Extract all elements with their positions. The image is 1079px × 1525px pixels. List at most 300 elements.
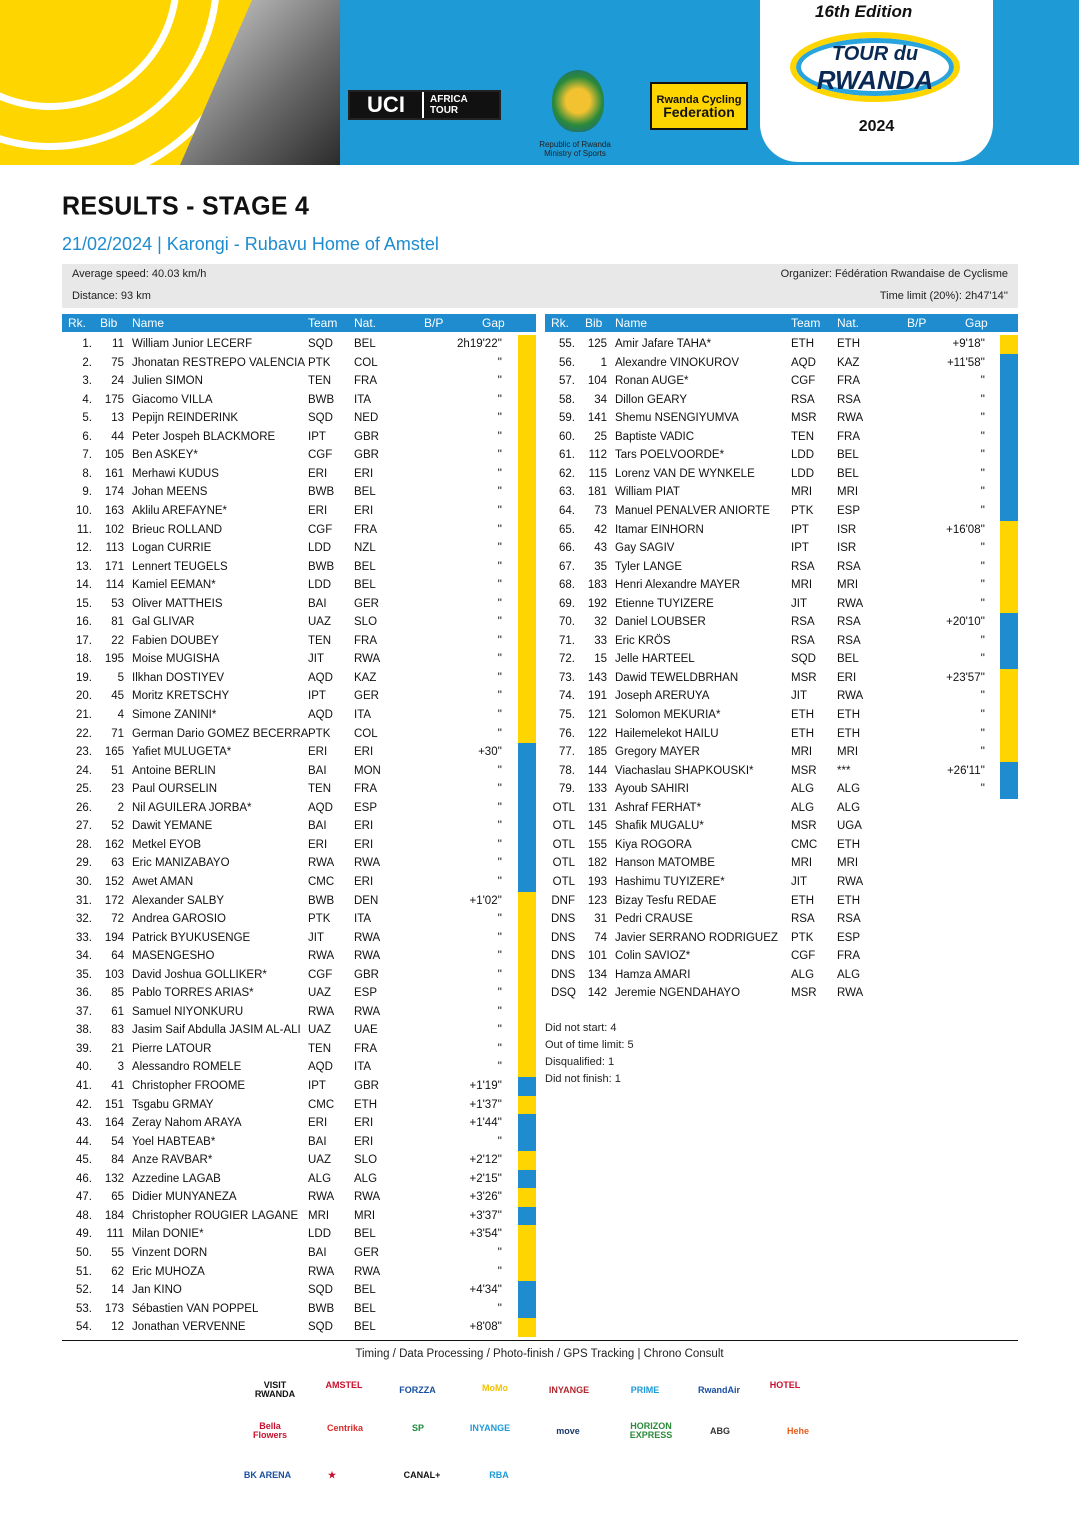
africa-tour-text: AFRICA TOUR [422,92,499,118]
cell-gap: '' [497,709,502,721]
time-group-bar [1000,725,1018,744]
time-group-bar [518,1225,536,1244]
sponsor-logo: BK ARENA [243,1469,292,1480]
cell-nationality: RWA [837,597,864,610]
table-row [62,669,522,688]
cell-rider-name: Brieuc ROLLAND [132,523,223,536]
timing-credit: Timing / Data Processing / Photo-finish / GPS Tracking | Chrono Consult [355,1348,724,1360]
cell-nationality: ERI [354,875,374,888]
time-group-bar [1000,595,1018,614]
cell-gap: '' [497,375,502,388]
cell-nationality: RSA [837,634,861,647]
sponsor-logo: HORIZON EXPRESS [629,1421,673,1440]
time-group-bar [518,335,536,354]
cell-nationality: BEL [354,1284,376,1297]
cell-rank: OTL [552,820,575,833]
cell-bib: 114 [105,579,124,592]
table-row [545,762,1005,781]
rwanda-cycling-federation-logo: Rwanda Cycling Federation [650,82,748,130]
count-did-not-start: Did not start: 4 [545,1022,617,1034]
cell-team: MRI [791,857,813,870]
cell-team: UAZ [308,616,331,629]
cell-nationality: ESP [354,801,378,814]
cell-rank: 44. [76,1135,92,1148]
stage-subtitle: 21/02/2024 | Karongi - Rubavu Home of Amstel [62,234,439,254]
cell-bib: 81 [111,616,124,629]
cell-nationality: ISR [837,523,857,536]
cell-gap: '' [497,1135,502,1148]
time-group-bar [518,910,536,929]
cell-bib: 111 [106,1228,124,1241]
cell-nationality: FRA [354,375,377,388]
cell-bib: 165 [104,746,124,759]
cell-team: RWA [308,857,335,870]
cell-bib: 151 [104,1098,124,1111]
cell-rider-name: Dillon GEARY [615,393,688,406]
cell-rank: 62. [559,467,575,480]
cell-nationality: ERI [354,1135,374,1148]
cell-rank: 4. [82,393,92,406]
cell-nationality: ITA [354,1061,372,1074]
cell-bib: 141 [587,412,607,425]
time-group-bar [518,687,536,706]
stage-info-box [62,264,1018,308]
cell-bib: 155 [587,838,607,851]
cell-rider-name: Daniel LOUBSER [615,616,706,629]
cell-rank: 52. [76,1284,92,1297]
time-group-bar [518,372,536,391]
cell-rank: 16. [76,616,92,629]
cell-nationality: BEL [354,1228,376,1241]
cell-rank: 13. [76,560,92,573]
table-row [545,687,1005,706]
cell-nationality: RWA [837,875,864,888]
cell-nationality: GBR [354,449,379,462]
cell-nationality: KAZ [354,671,377,684]
cell-bib: 75 [111,356,124,369]
cell-rider-name: Gregory MAYER [615,746,700,759]
edition-year: 2024 [858,118,895,135]
cell-rider-name: Amir Jafare TAHA* [615,338,712,350]
cell-team: ALG [791,783,815,796]
cell-rank: 63. [559,486,575,499]
time-group-bar [1000,687,1018,706]
cell-nationality: MRI [837,746,859,759]
cell-rank: 2. [82,356,92,369]
cell-bib: 191 [587,690,607,703]
time-group-bar [1000,391,1018,410]
cell-nationality: SLO [354,1154,378,1167]
cell-gap: +3'26'' [469,1191,502,1204]
table-row [62,966,522,985]
sponsor-logo: PRIME [630,1384,660,1395]
cell-rank: 40. [76,1061,92,1074]
footer-divider [62,1340,1018,1341]
time-group-bar [1000,409,1018,428]
cell-gap: '' [497,1005,502,1018]
cell-gap: '' [980,375,985,388]
cell-bib: 61 [111,1005,124,1018]
cell-nationality: GBR [354,968,379,981]
cell-rider-name: Henri Alexandre MAYER [615,579,741,592]
col-name: Name [615,316,648,330]
table-row [62,984,522,1003]
cell-bib: 34 [594,393,607,406]
cell-team: BAI [308,820,327,833]
table-row [62,1300,522,1319]
table-row [62,873,522,892]
cell-nationality: MRI [837,486,859,499]
cell-rider-name: Tars POELVOORDE* [615,449,725,462]
cell-bib: 194 [104,931,124,944]
cell-bib: 171 [104,560,124,573]
table-row [62,725,522,744]
cell-rider-name: Aklilu AREFAYNE* [132,504,228,517]
cell-rank: OTL [552,801,575,814]
time-group-bar [518,1170,536,1189]
cell-rank: 23. [76,746,92,759]
cell-team: LDD [308,1228,332,1241]
table-row [62,650,522,669]
cell-rider-name: Sébastien VAN POPPEL [132,1302,259,1315]
time-group-bar [518,725,536,744]
cell-nationality: SLO [354,616,378,629]
time-group-bar [518,1263,536,1282]
cell-rank: 50. [76,1246,92,1259]
cell-gap: '' [497,671,502,684]
cell-gap: '' [497,542,502,555]
cell-bib: 132 [104,1172,124,1185]
cell-team: RWA [308,1191,335,1204]
cell-rank: 37. [76,1005,92,1018]
cell-gap: '' [497,449,502,462]
cell-rider-name: Jelle HARTEEL [615,653,695,666]
cell-rider-name: Colin SAVIOZ* [615,950,691,963]
cell-gap: '' [980,690,985,703]
table-row [545,391,1005,410]
cell-bib: 1 [600,356,607,369]
cell-rank: 41. [76,1080,92,1092]
cell-rider-name: Antoine BERLIN [132,764,216,777]
cell-bib: 142 [587,987,607,1000]
cell-gap: '' [497,356,502,369]
cell-team: TEN [308,1042,331,1055]
cell-rider-name: Pablo TORRES ARIAS* [132,987,254,1000]
cell-rank: OTL [552,875,575,888]
cell-rider-name: Dawid TEWELDBRHAN [615,671,739,684]
sponsor-logo: SP [411,1422,424,1433]
time-group-bar [1000,483,1018,502]
time-group-bar [518,446,536,465]
cell-nationality: RWA [837,412,864,425]
cell-bib: 55 [111,1246,124,1259]
time-group-bar [518,1003,536,1022]
cell-team: AQD [308,1061,333,1074]
cell-gap: '' [497,579,502,592]
sponsor-logo: ★ [327,1469,337,1480]
cell-bib: 44 [111,430,124,443]
cell-gap: '' [980,653,985,666]
time-group-bar [518,892,536,911]
table-row [545,929,1005,948]
time-group-bar [1000,521,1018,540]
cell-bib: 53 [111,597,124,610]
time-group-bar [518,391,536,410]
time-group-bar [518,1058,536,1077]
cell-rider-name: Jasim Saif Abdulla JASIM AL-ALI [132,1024,301,1037]
table-row [545,873,1005,892]
sponsor-logo: Bella Flowers [252,1421,287,1440]
table-row [545,465,1005,484]
cell-gap: '' [497,467,502,480]
cell-bib: 185 [587,746,607,759]
cell-rider-name: Ben ASKEY* [132,449,198,462]
cell-rank: 64. [559,504,575,517]
col-bp: B/P [907,316,927,330]
time-group-bar [518,1281,536,1300]
cell-nationality: NZL [354,542,376,555]
cell-bib: 162 [104,838,124,851]
cell-rank: 24. [76,764,92,777]
cell-gap: '' [497,634,502,647]
cell-team: BAI [308,764,327,777]
cell-nationality: ERI [354,746,374,759]
uci-africa-tour-logo [348,90,501,120]
cell-rank: 14. [76,579,92,592]
table-row [62,465,522,484]
cell-team: BAI [308,1135,327,1148]
cell-team: SQD [308,412,333,425]
table-row [62,391,522,410]
col-team: Team [791,316,821,330]
cell-bib: 32 [594,616,607,629]
cell-rank: 35. [76,968,92,981]
time-group-bar [518,743,536,762]
sponsor-logo: Hehe [786,1425,809,1436]
cell-rank: 33. [76,931,92,944]
cell-team: MSR [791,820,817,833]
cell-bib: 3 [117,1061,124,1074]
cell-nationality: BEL [837,449,859,462]
cell-bib: 71 [111,727,124,740]
cell-nationality: BEL [837,653,859,666]
table-row [545,910,1005,929]
cell-rank: 79. [559,783,575,796]
cell-rank: 21. [76,709,92,721]
table-row [62,817,522,836]
time-group-bar [518,409,536,428]
table-row [545,539,1005,558]
cell-team: BAI [308,597,327,610]
cell-team: SQD [308,338,333,350]
cell-gap: '' [980,727,985,740]
table-row [62,1170,522,1189]
cell-rider-name: Jonathan VERVENNE [132,1321,246,1334]
cell-nationality: ESP [837,504,861,517]
cell-bib: 184 [104,1209,124,1222]
cell-team: JIT [791,690,807,703]
cell-rider-name: Viachaslau SHAPKOUSKI* [615,764,754,777]
cell-rider-name: Merhawi KUDUS [132,467,219,480]
cell-bib: 21 [111,1042,124,1055]
time-group-bar [518,1021,536,1040]
cell-gap: '' [497,1302,502,1315]
cell-team: LDD [308,542,332,555]
cell-rider-name: Alessandro ROMELE [132,1061,242,1074]
header-color-cap [518,314,536,332]
cell-rank: 73. [559,671,575,684]
cell-rank: 55. [559,338,575,350]
cell-team: PTK [308,913,331,926]
time-group-bar [518,558,536,577]
table-row [545,669,1005,688]
cell-rank: 39. [76,1042,92,1055]
table-row [62,428,522,447]
cell-bib: 54 [111,1135,124,1148]
cell-rank: 67. [559,560,575,573]
cell-team: LDD [308,579,332,592]
cell-bib: 145 [587,820,607,833]
cell-team: RWA [308,1265,335,1278]
page-title: RESULTS - STAGE 4 [62,191,310,221]
cell-team: RSA [791,634,815,647]
cell-bib: 41 [111,1080,124,1092]
col-bib: Bib [585,316,603,330]
cell-rank: DNF [551,894,575,907]
cell-team: SQD [308,1284,333,1297]
cell-bib: 15 [594,653,607,666]
tour-logo-ring: TOUR du RWANDA [790,32,960,102]
cell-gap: '' [497,857,502,870]
cell-bib: 33 [594,634,607,647]
time-group-bar [518,1300,536,1319]
sponsor-logo: RwandAir [697,1384,740,1395]
cell-bib: 101 [587,950,607,963]
cell-gap: '' [980,504,985,517]
cell-bib: 175 [104,393,124,406]
cell-gap: '' [497,764,502,777]
time-group-bar [1000,743,1018,762]
cell-team: ALG [791,968,815,981]
cell-rank: 1. [82,338,92,350]
cell-nationality: GBR [354,430,379,443]
cell-bib: 43 [594,542,607,555]
table-row [62,780,522,799]
cell-team: LDD [791,449,815,462]
cell-team: MSR [791,987,817,1000]
table-row [545,799,1005,818]
cell-rider-name: Lennert TEUGELS [132,560,228,573]
cell-gap: +1'19'' [469,1080,502,1092]
col-gap: Gap [482,316,505,330]
cell-rider-name: Alexander SALBY [132,894,225,907]
cell-bib: 103 [104,968,124,981]
cell-bib: 73 [594,504,607,517]
cell-bib: 192 [587,597,607,610]
col-nat: Nat. [354,316,377,330]
cell-rank: 28. [76,838,92,851]
cell-gap: +11'58'' [946,356,985,369]
table-row [62,687,522,706]
time-group-bar [518,873,536,892]
cell-bib: 24 [111,375,124,388]
cell-rider-name: Paul OURSELIN [132,783,218,796]
cell-rider-name: Solomon MEKURIA* [615,709,721,721]
cell-rank: 8. [82,467,92,480]
tour-du-rwanda-logo [760,0,993,162]
cell-bib: 121 [587,709,607,721]
cell-team: MRI [791,746,813,759]
cell-team: SQD [791,653,816,666]
time-group-bar [518,966,536,985]
cell-rider-name: Johan MEENS [132,486,208,499]
cell-gap: +30'' [478,746,502,759]
cell-rider-name: Javier SERRANO RODRIGUEZ [615,931,778,944]
time-group-bar [1000,465,1018,484]
cell-team: CMC [791,838,818,851]
cell-bib: 72 [111,913,124,926]
cell-rider-name: William PIAT [615,486,680,499]
table-row [62,799,522,818]
cell-nationality: RWA [354,653,381,666]
cell-team: ETH [791,894,814,907]
table-row [545,613,1005,632]
cell-rider-name: Lorenz VAN DE WYNKELE [615,467,755,480]
cell-rank: 27. [76,820,92,833]
cell-nationality: *** [837,764,851,777]
cell-rank: 9. [82,486,92,499]
time-group-bar [1000,428,1018,447]
cell-bib: 4 [117,709,124,721]
time-group-bar [518,650,536,669]
average-speed: Average speed: 40.03 km/h [72,268,207,280]
cell-team: MRI [791,486,813,499]
cell-rank: 53. [76,1302,92,1315]
cell-nationality: RWA [354,1005,381,1018]
cell-bib: 35 [594,560,607,573]
cell-team: UAZ [308,1024,331,1037]
table-row [62,539,522,558]
time-group-bar [518,799,536,818]
time-group-bar [518,1151,536,1170]
cell-nationality: ETH [837,727,860,740]
cell-rider-name: Hailemelekot HAILU [615,727,719,740]
cell-team: MSR [791,764,817,777]
cell-bib: 84 [111,1154,124,1167]
table-row [545,372,1005,391]
cell-rider-name: Moise MUGISHA [132,653,220,666]
cell-rank: 70. [559,616,575,629]
cell-nationality: NED [354,412,379,425]
cell-gap: '' [980,542,985,555]
sponsor-logo: HOTEL [769,1379,801,1390]
cell-rider-name: Awet AMAN [132,875,194,888]
time-group-bar [518,1318,536,1337]
cell-nationality: ERI [837,671,857,684]
col-rank: Rk. [551,316,569,330]
cell-team: RSA [791,560,815,573]
cell-rider-name: Samuel NIYONKURU [132,1005,244,1018]
cell-team: ERI [308,838,328,851]
cell-rank: 38. [76,1024,92,1037]
sponsor-logo: ABG [710,1425,730,1436]
cell-rider-name: Anze RAVBAR* [132,1154,213,1167]
cell-rank: 49. [76,1228,92,1241]
table-row [545,595,1005,614]
cell-rider-name: Kiya ROGORA [615,838,692,851]
col-team: Team [308,316,338,330]
cell-bib: 163 [104,504,124,517]
